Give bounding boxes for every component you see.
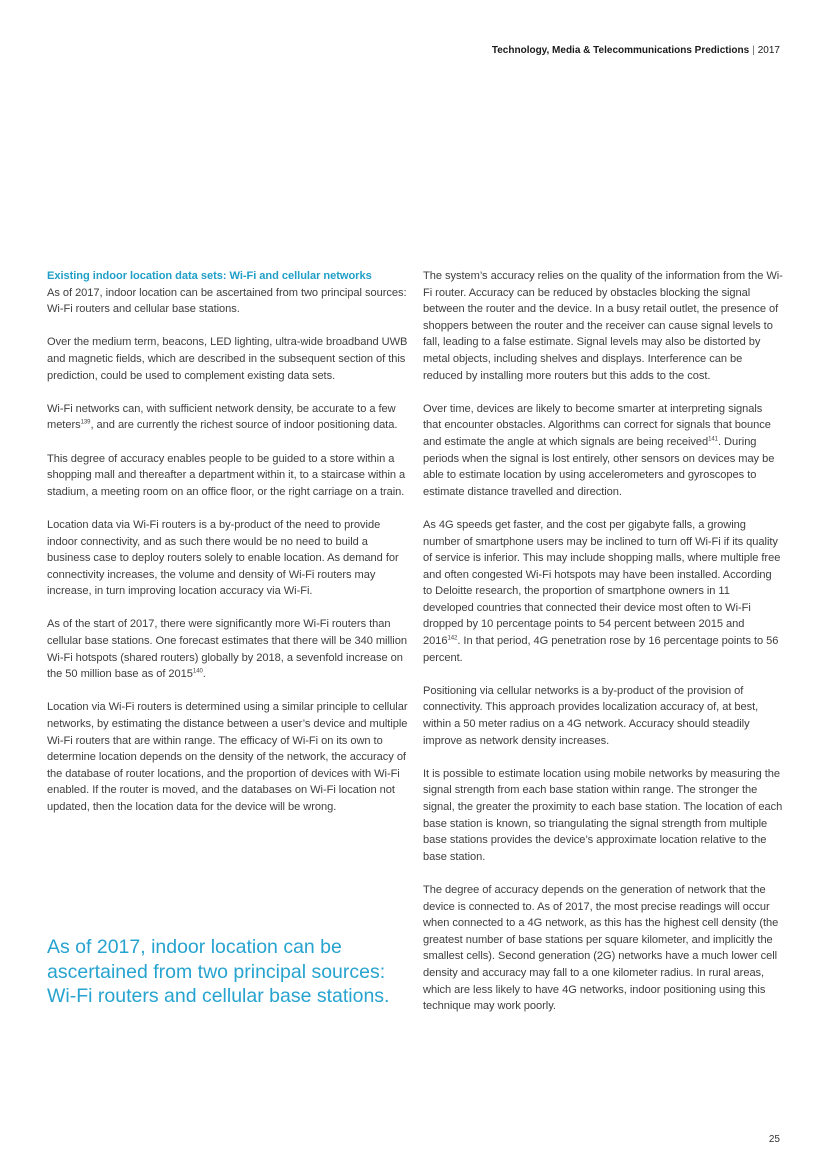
page-number: 25: [768, 1134, 780, 1145]
footnote-ref: 139: [80, 419, 91, 426]
paragraph: [423, 401, 783, 501]
paragraph-text: .: [202, 668, 206, 681]
paragraph-intro: [47, 268, 409, 318]
paragraph-text: Wi-Fi networks can, with sufficient network density, be accurate to a few meters: [47, 402, 396, 432]
left-column: [47, 268, 409, 832]
paragraph: The system’s accuracy relies on the quality of the information from the Wi-Fi router. Accuracy can be reduced by obstacles blocking the signal between the router and the device. In a busy retail outlet, the presence of shoppers between the router and the receiver can cause signal levels to fall, leading to a false estimate. Signal levels may also be distorted by metal objects, including shelves and displays. Interference can be reduced by installing more routers but this adds to the cost.: [423, 270, 783, 382]
publication-year: 2017: [757, 45, 780, 56]
footnote-ref: 140: [192, 668, 203, 675]
paragraph: Positioning via cellular networks is a by-product of the provision of connectivity. This approach provides localization accuracy of, at best, within a 50 meter radius on a 4G network. Accuracy should steadily improve as network density increases.: [423, 684, 759, 747]
paragraph-text: . During periods when the signal is lost entirely, other sensors on devices may be able to estimate location by using accelerometers and gyroscopes to estimate distance travelled and direction.: [423, 435, 775, 498]
publication-title: Technology, Media & Telecommunications Predictions: [491, 45, 750, 56]
footnote-ref: 142: [447, 635, 458, 642]
paragraph: Over the medium term, beacons, LED lighting, ultra-wide broadband UWB and magnetic fields, which are described in the subsequent section of this prediction, could be used to complement existing data sets.: [47, 336, 408, 382]
paragraph: [423, 517, 783, 666]
paragraph: It is possible to estimate location using mobile networks by measuring the signal strength from each base station within range. The stronger the signal, the greater the proximity to each base station. The location of each base station is known, so triangulating the signal strength from multiple base stations provides the device’s approximate location relative to the base station.: [423, 767, 783, 863]
paragraph: [47, 616, 409, 682]
paragraph-text: Over time, devices are likely to become smarter at interpreting signals that encounter obstacles. Algorithms can correct for signals that bounce and estimate the angle at which signals are being received: [423, 402, 771, 448]
paragraph: The degree of accuracy depends on the generation of network that the device is connected to. As of 2017, the most precise readings will occur when connected to a 4G network, as this has the highest cell density (the greatest number of base stations per square kilometer, and implicitly the smallest cells). Second generation (2G) networks have a much lower cell density and accuracy may fall to a one kilometer radius. In rural areas, which are less likely to have 4G networks, indoor positioning using this technique may work poorly.: [423, 883, 779, 1013]
paragraph-text: . In that period, 4G penetration rose by 16 percentage points to 56 percent.: [423, 635, 779, 664]
paragraph: Location data via Wi-Fi routers is a by-product of the need to provide indoor connectivity, and as such there would be no need to build a business case to deploy routers solely to enable location. As demand for connectivity increases, the volume and density of Wi-Fi routers may increase, in turn improving location accuracy via Wi-Fi.: [47, 518, 399, 598]
paragraph: Location via Wi-Fi routers is determined using a similar principle to cellular networks, by estimating the distance between a user’s device and multiple Wi-Fi routers that are within range. The efficacy of Wi-Fi on its own to determine location depends on the density of the network, the accuracy of the database of router locations, and the proportion of devices with Wi-Fi enabled. If the router is moved, and the databases on Wi-Fi location not updated, then the location data for the device will be wrong.: [47, 701, 408, 813]
paragraph: [47, 401, 409, 434]
paragraph-text: , and are currently the richest source of indoor positioning data.: [90, 419, 398, 432]
paragraph-text: As 4G speeds get faster, and the cost per gigabyte falls, a growing number of smartphone users may be inclined to turn off Wi-Fi if its quality of service is inferior. This may include shopping malls, where multiple free and often congested Wi-Fi hotspots may have been installed. According to Deloitte research, the proportion of smartphone owners in 11 developed countries that connected their device most often to Wi-Fi dropped by 10 percentage points to 54 percent between 2015 and 2016: [423, 518, 781, 648]
pull-quote: As of 2017, indoor location can be ascertained from two principal sources: Wi-Fi routers and cellular base stations.: [47, 936, 390, 1007]
footnote-ref: 141: [708, 436, 718, 443]
right-column: [423, 268, 783, 1031]
paragraph: This degree of accuracy enables people to be guided to a store within a shopping mall and thereafter a department within it, to a staircase within a stadium, a meeting room on an office floor, or the right carriage on a train.: [47, 452, 406, 498]
paragraph-text: As of 2017, indoor location can be ascertained from two principal sources: Wi-Fi routers and cellular base stations.: [47, 286, 407, 316]
running-header: [492, 45, 780, 56]
section-heading: Existing indoor location data sets: Wi-Fi and cellular networks: [47, 270, 372, 282]
header-separator: |: [752, 45, 755, 56]
paragraph-text: As of the start of 2017, there were significantly more Wi-Fi routers than cellular base stations. One forecast estimates that there will be 340 million Wi-Fi hotspots (shared routers) globally by 2018, a sevenfold increase on the 50 million base as of 2015: [47, 618, 407, 681]
